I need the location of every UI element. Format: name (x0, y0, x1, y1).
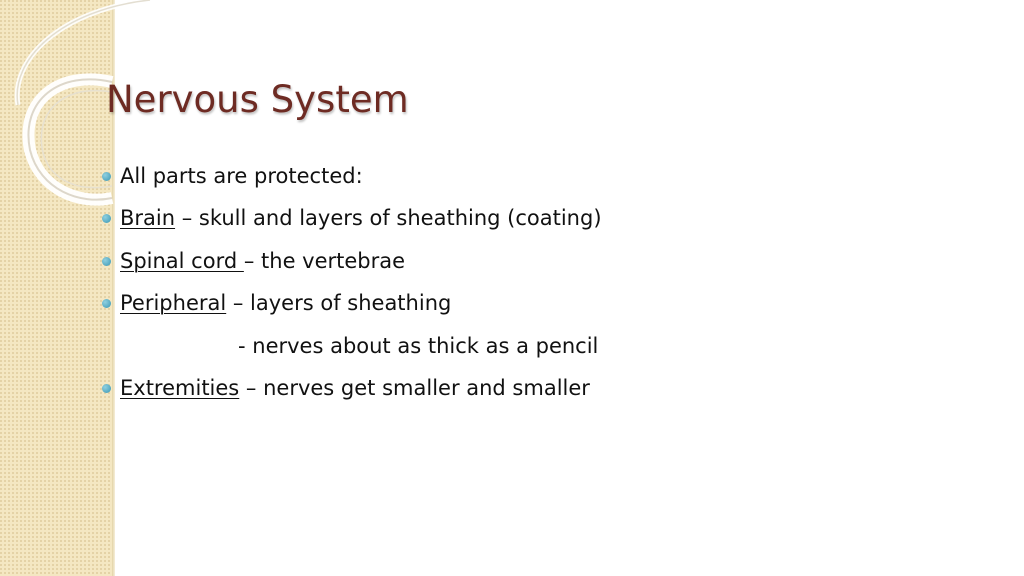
bullet-text: – layers of sheathing (226, 291, 452, 316)
bullet-item (100, 197, 1000, 239)
bullet-icon (102, 257, 111, 266)
continuation-text: - nerves about as thick as a pencil (238, 333, 599, 358)
bullet-list (100, 155, 1000, 409)
bullet-icon (102, 299, 111, 308)
bullet-text: – skull and layers of sheathing (coating) (175, 206, 602, 231)
bullet-text: – the vertebrae (243, 248, 406, 273)
bullet-continuation (100, 325, 1000, 367)
bullet-text: – nerves get smaller and smaller (239, 375, 590, 400)
bullet-icon (102, 214, 111, 223)
bullet-term: Spinal cord (120, 248, 244, 273)
bullet-item (100, 155, 1000, 197)
bullet-icon (102, 172, 111, 181)
bullet-icon (102, 384, 111, 393)
bullet-item (100, 282, 1000, 324)
bullet-term: Peripheral (120, 291, 227, 316)
bullet-term: Brain (120, 206, 176, 231)
bullet-term: Extremities (120, 375, 240, 400)
bullet-item (100, 367, 1000, 409)
bullet-item (100, 240, 1000, 282)
bullet-text: All parts are protected: (120, 164, 363, 188)
slide-title: Nervous System (106, 78, 409, 121)
